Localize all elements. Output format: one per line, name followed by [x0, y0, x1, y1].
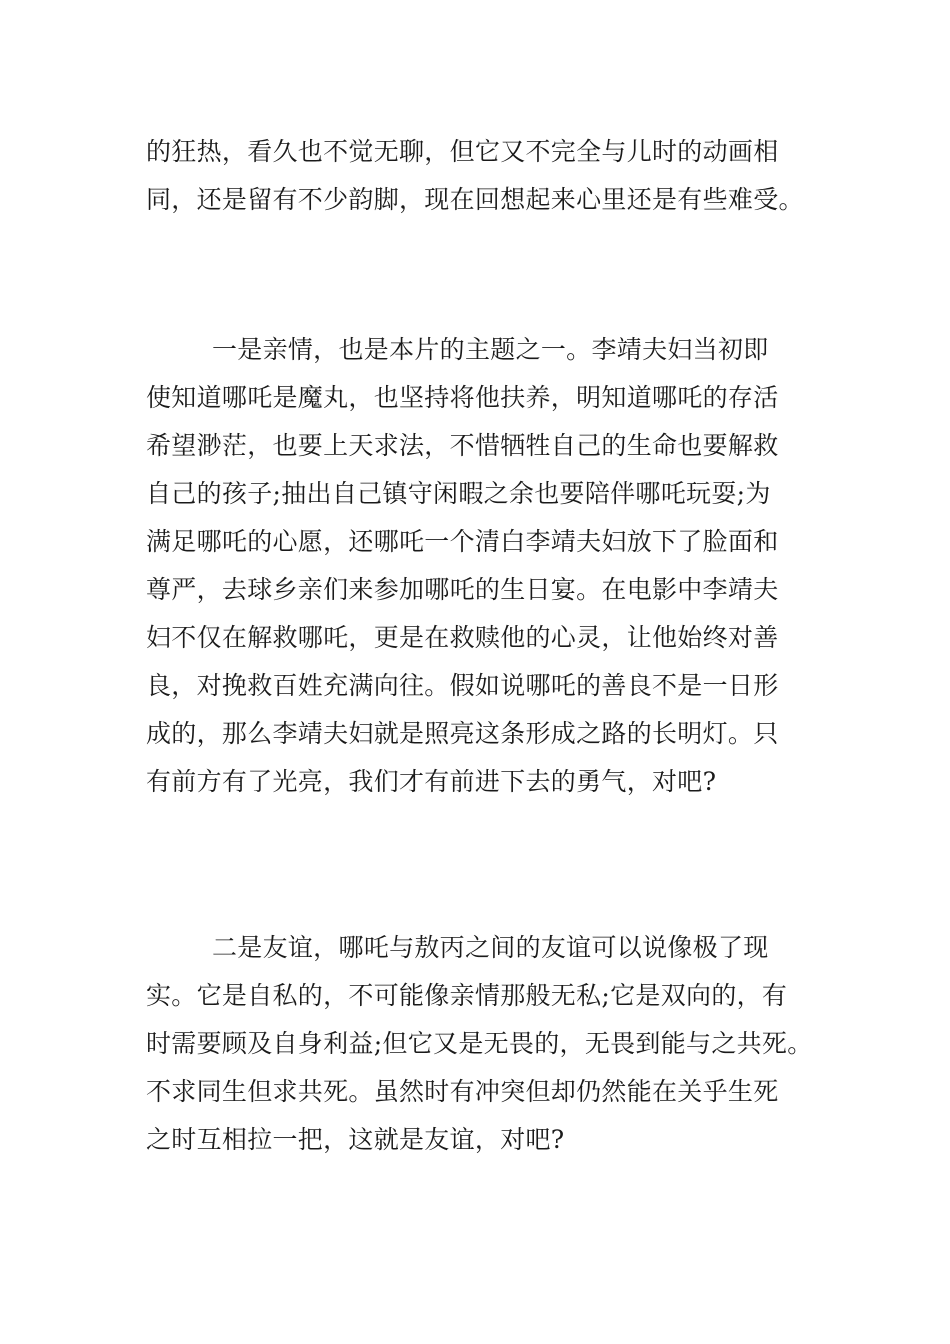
text-line: 良，对挽救百姓充满向往。假如说哪吒的善良不是一日形: [146, 671, 779, 700]
text-line: 实。它是自私的，不可能像亲情那般无私;它是双向的，有: [146, 981, 788, 1010]
text-line: 不求同生但求共死。虽然时有冲突但却仍然能在关乎生死: [146, 1077, 779, 1106]
text-line: 的狂热，看久也不觉无聊，但它又不完全与儿时的动画相: [146, 137, 779, 166]
paragraph-continuation: [146, 128, 836, 224]
text-line: 成的，那么李靖夫妇就是照亮这条形成之路的长明灯。只: [146, 719, 779, 748]
text-line: 有前方有了光亮，我们才有前进下去的勇气，对吧?: [146, 767, 717, 796]
text-line: 使知道哪吒是魔丸，也坚持将他扶养，明知道哪吒的存活: [146, 383, 779, 412]
text-line: 希望渺茫，也要上天求法，不惜牺牲自己的生命也要解救: [146, 431, 779, 460]
text-line: 二是友谊，哪吒与敖丙之间的友谊可以说像极了现: [146, 933, 769, 962]
text-line: 自己的孩子;抽出自己镇守闲暇之余也要陪伴哪吒玩耍;为: [146, 479, 771, 508]
text-line: 同，还是留有不少韵脚，现在回想起来心里还是有些难受。: [146, 185, 804, 214]
paragraph-friendship: [146, 924, 836, 1164]
text-line: 时需要顾及自身利益;但它又是无畏的，无畏到能与之共死。: [146, 1029, 813, 1058]
paragraph-family-love: [146, 326, 836, 806]
text-line: 妇不仅在解救哪吒，更是在救赎他的心灵，让他始终对善: [146, 623, 779, 652]
text-line: 满足哪吒的心愿，还哪吒一个清白李靖夫妇放下了脸面和: [146, 527, 779, 556]
text-line: 尊严，去球乡亲们来参加哪吒的生日宴。在电影中李靖夫: [146, 575, 779, 604]
text-line: 一是亲情，也是本片的主题之一。李靖夫妇当初即: [146, 335, 769, 364]
text-line: 之时互相拉一把，这就是友谊，对吧?: [146, 1125, 565, 1154]
